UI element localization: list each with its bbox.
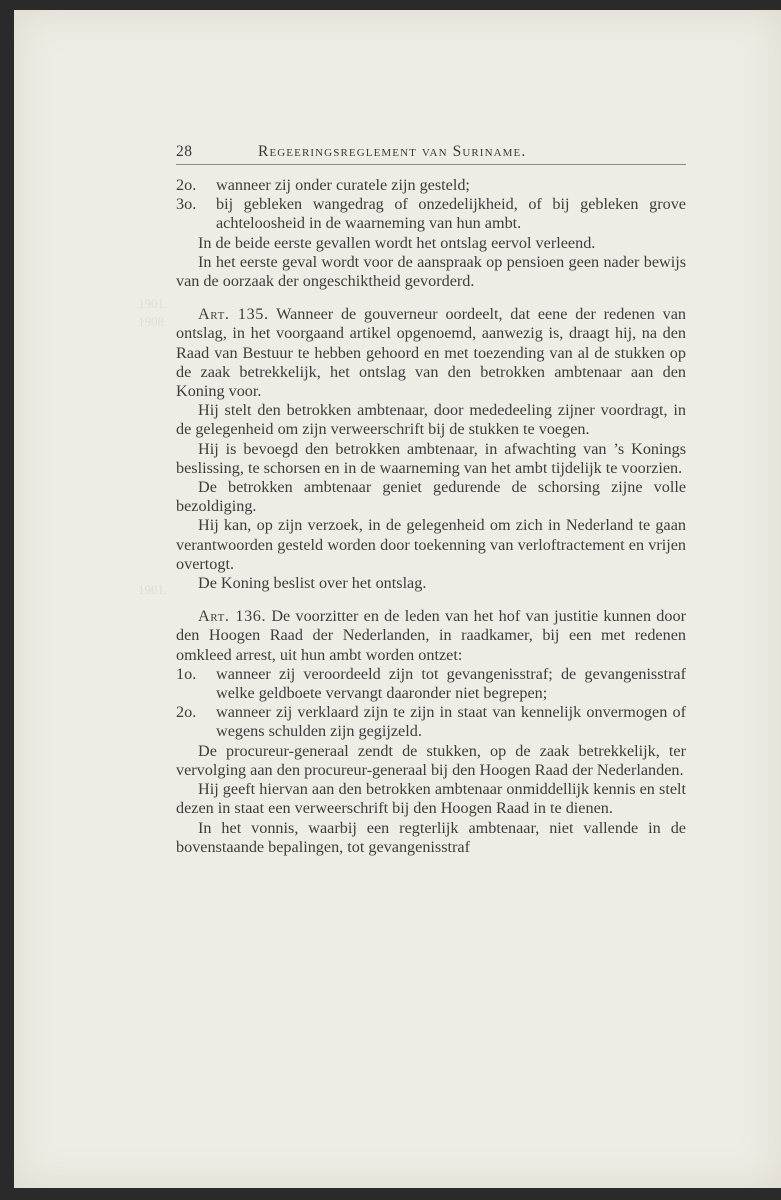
paragraph: De procureur-generaal zendt de stukken, op de zaak betrekkelijk, ter vervolging aan den procureur-generaal bij den Hoogen Raad der Nederlanden. <box>176 741 686 779</box>
running-title: Regeeringsreglement van Suriname. <box>258 143 527 160</box>
bleed-through-mark: 1901. <box>138 582 168 597</box>
item-number: 3o. <box>176 195 197 214</box>
article-text: Wanneer de gouverneur oordeelt, dat eene der redenen van ontslag, in het voorgaand artikel opgenoemd, aanwezig is, draagt hij, na den Raad van Bestuur te hebben gehoord en met toezending van al de stukken op de zaak betrekkelijk, het ontslag van den betrokken ambtenaar aan den Koning voor. <box>176 305 686 401</box>
paragraph: Hij is bevoegd den betrokken ambtenaar, in afwachting van ’s Konings beslissing, te schorsen en in de waarneming van het ambt tijdelijk te voorzien. <box>176 439 686 477</box>
list-item: 2o. wanneer zij verklaard zijn te zijn in staat van kennelijk onvermogen of wegens schulden zijn gegijzeld. <box>176 703 686 741</box>
paragraph: In de beide eerste gevallen wordt het ontslag eervol verleend. <box>198 233 596 252</box>
paragraph: Hij stelt den betrokken ambtenaar, door mededeeling zijner voordragt, in de gelegenheid om zijn verweerschrift bij de stukken te voegen. <box>176 401 686 439</box>
page-body <box>176 176 686 857</box>
article-text: De voorzitter en de leden van het hof van justitie kunnen door den Hoogen Raad der Nederlanden, in raadkamer, bij een met redenen omkleed arrest, uit hun ambt worden ontzet: <box>176 607 686 664</box>
bleed-through-mark: 1901. <box>138 296 168 311</box>
paragraph: Hij geeft hiervan aan den betrokken ambtenaar onmiddellijk kennis en stelt dezen in staat een verweerschrift bij den Hoogen Raad in te dienen. <box>176 780 686 818</box>
paragraph: In het eerste geval wordt voor de aanspraak op pensioen geen nader bewijs van de oorzaak der ongeschiktheid gevorderd. <box>176 252 686 291</box>
article-label: Art. 135. <box>198 305 269 324</box>
paragraph: De Koning beslist over het ontslag. <box>198 574 427 593</box>
article-label: Art. 136. <box>198 607 267 626</box>
list-item: 3o. bij gebleken wangedrag of onzedelijkheid, of bij gebleken grove achteloosheid in de waarneming van hun ambt. <box>176 195 686 233</box>
paragraph: In het vonnis, waarbij een regterlijk ambtenaar, niet vallende in de bovenstaande bepalingen, tot gevangenisstraf <box>176 818 686 856</box>
paragraph: Hij kan, op zijn verzoek, in de gelegenheid om zich in Nederland te gaan verantwoorden gesteld worden door toekenning van verloftractement en vrijen overtogt. <box>176 516 686 573</box>
header-rule <box>176 164 686 165</box>
item-number: 1o. <box>176 664 197 683</box>
item-number: 2o. <box>176 703 197 722</box>
page-number: 28 <box>176 143 193 160</box>
article-135 <box>176 305 686 401</box>
item-number: 2o. <box>176 176 197 194</box>
list-item: 1o. wanneer zij veroordeeld zijn tot gevangenisstraf; de gevangenisstraf welke geldboete vervangt daaronder niet begrepen; <box>176 664 686 703</box>
article-136 <box>176 607 686 665</box>
list-item: 2o. wanneer zij onder curatele zijn gesteld; <box>176 176 470 194</box>
paragraph: De betrokken ambtenaar geniet gedurende de schorsing zijne volle bezoldiging. <box>176 478 686 516</box>
bleed-through-mark: 1908. <box>138 314 168 329</box>
